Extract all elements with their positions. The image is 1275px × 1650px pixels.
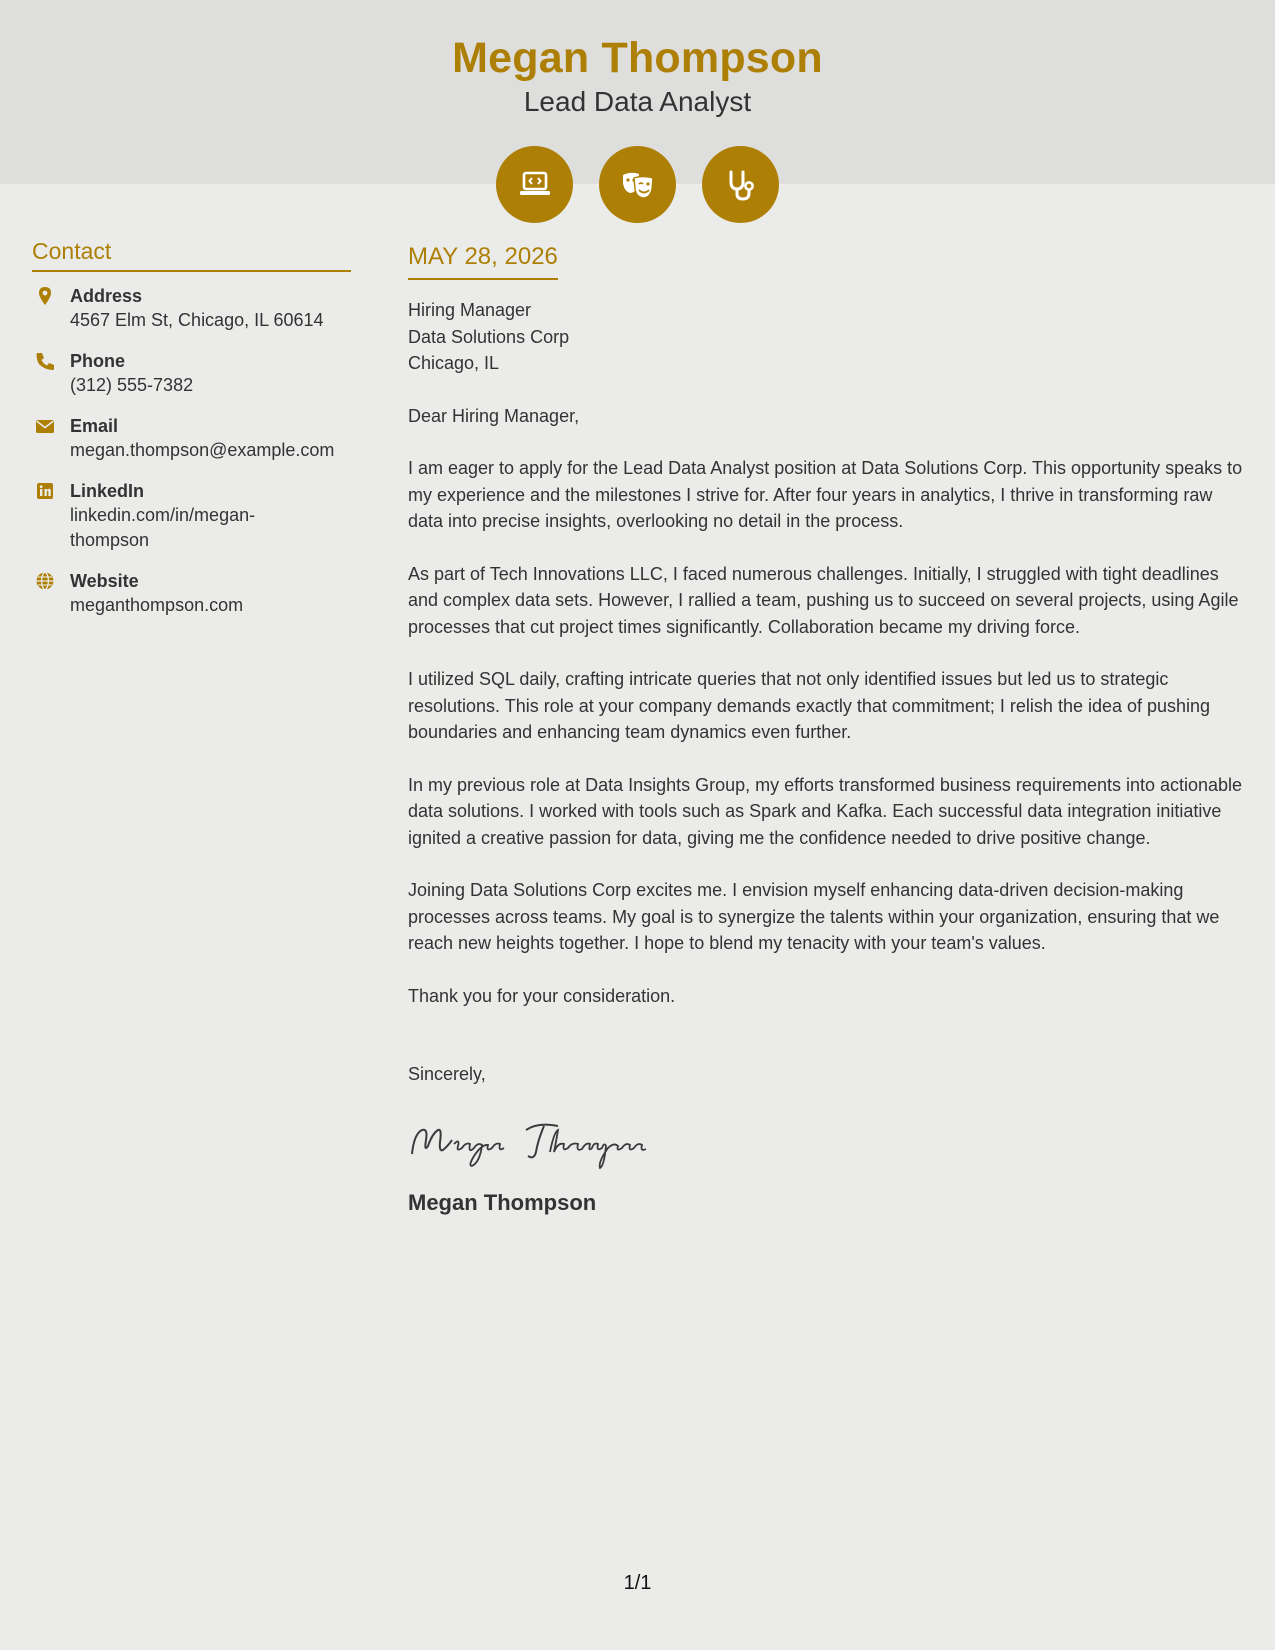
phone-icon	[34, 350, 56, 372]
contact-item-address	[32, 284, 351, 333]
laptop-code-icon	[515, 165, 555, 205]
interest-badges	[496, 146, 779, 223]
linkedin-icon	[34, 480, 56, 502]
letter-paragraph: Joining Data Solutions Corp excites me. I envision myself enhancing data-driven decision-making processes across teams. My goal is to synergize the talents within your organization, ensuring that we reach new heights together. I hope to blend my tenacity with your team's values.	[408, 880, 1220, 953]
linkedin-label: LinkedIn	[70, 481, 145, 501]
closing: Sincerely,	[408, 1064, 486, 1084]
letter-paragraph: I am eager to apply for the Lead Data Analyst position at Data Solutions Corp. This opportunity speaks to my experience and the milestones I strive for. After four years in analytics, I thrive in transforming raw data into precise insights, overlooking no detail in the process.	[408, 458, 1243, 531]
signature-scribble	[408, 1112, 678, 1172]
applicant-name: Megan Thompson	[452, 34, 823, 82]
email-value: megan.thompson@example.com	[70, 440, 335, 460]
email-label: Email	[70, 416, 119, 436]
laptop-code-badge	[496, 146, 573, 223]
envelope-icon	[34, 415, 56, 437]
contact-title: Contact	[32, 238, 351, 272]
website-label: Website	[70, 571, 139, 591]
recipient-line: Hiring Manager	[408, 300, 532, 320]
recipient-block	[408, 297, 1246, 377]
letter-date: MAY 28, 2026	[408, 242, 558, 280]
contact-item-email	[32, 414, 351, 463]
salutation: Dear Hiring Manager,	[408, 405, 580, 426]
contact-sidebar	[32, 238, 351, 634]
handwritten-signature	[408, 1112, 1246, 1172]
letter-paragraph: Thank you for your consideration.	[408, 985, 676, 1006]
globe-icon	[34, 570, 56, 592]
phone-value: (312) 555-7382	[70, 375, 194, 395]
page-number: 1/1	[623, 1572, 652, 1594]
recipient-line: Data Solutions Corp	[408, 326, 570, 347]
contact-list	[32, 284, 351, 618]
applicant-role: Lead Data Analyst	[523, 86, 752, 117]
website-value: meganthompson.com	[70, 595, 244, 615]
contact-item-phone	[32, 349, 351, 398]
contact-item-website	[32, 569, 351, 618]
signer-name: Megan Thompson	[408, 1189, 597, 1215]
letter-paragraph: I utilized SQL daily, crafting intricate queries that not only identified issues but led us to strategic resolutions. This role at your company demands exactly that commitment; I relish the idea of pushing boundaries and enhancing team dynamics even further.	[408, 669, 1211, 742]
contact-item-linkedin	[32, 479, 351, 553]
theater-masks-icon	[618, 165, 658, 205]
recipient-line: Chicago, IL	[408, 353, 500, 373]
letter-paragraph: As part of Tech Innovations LLC, I faced numerous challenges. Initially, I struggled with tight deadlines and complex data sets. However, I rallied a team, pushing us to succeed on several projects, using Agile processes that cut project times significantly. Collaboration became my driving force.	[408, 563, 1239, 637]
stethoscope-icon	[721, 165, 761, 205]
phone-label: Phone	[70, 351, 126, 371]
address-value: 4567 Elm St, Chicago, IL 60614	[70, 310, 324, 330]
address-label: Address	[70, 286, 143, 306]
stethoscope-badge	[702, 146, 779, 223]
letter-paragraph: In my previous role at Data Insights Group, my efforts transformed business requirements into actionable data solutions. I worked with tools such as Spark and Kafka. Each successful data integration initiative ignited a creative passion for data, giving me the confidence needed to drive positive change.	[408, 774, 1243, 848]
linkedin-value: linkedin.com/in/megan-thompson	[70, 505, 256, 550]
theater-masks-badge	[599, 146, 676, 223]
letter-body	[408, 242, 1246, 1216]
map-pin-icon	[34, 285, 56, 307]
